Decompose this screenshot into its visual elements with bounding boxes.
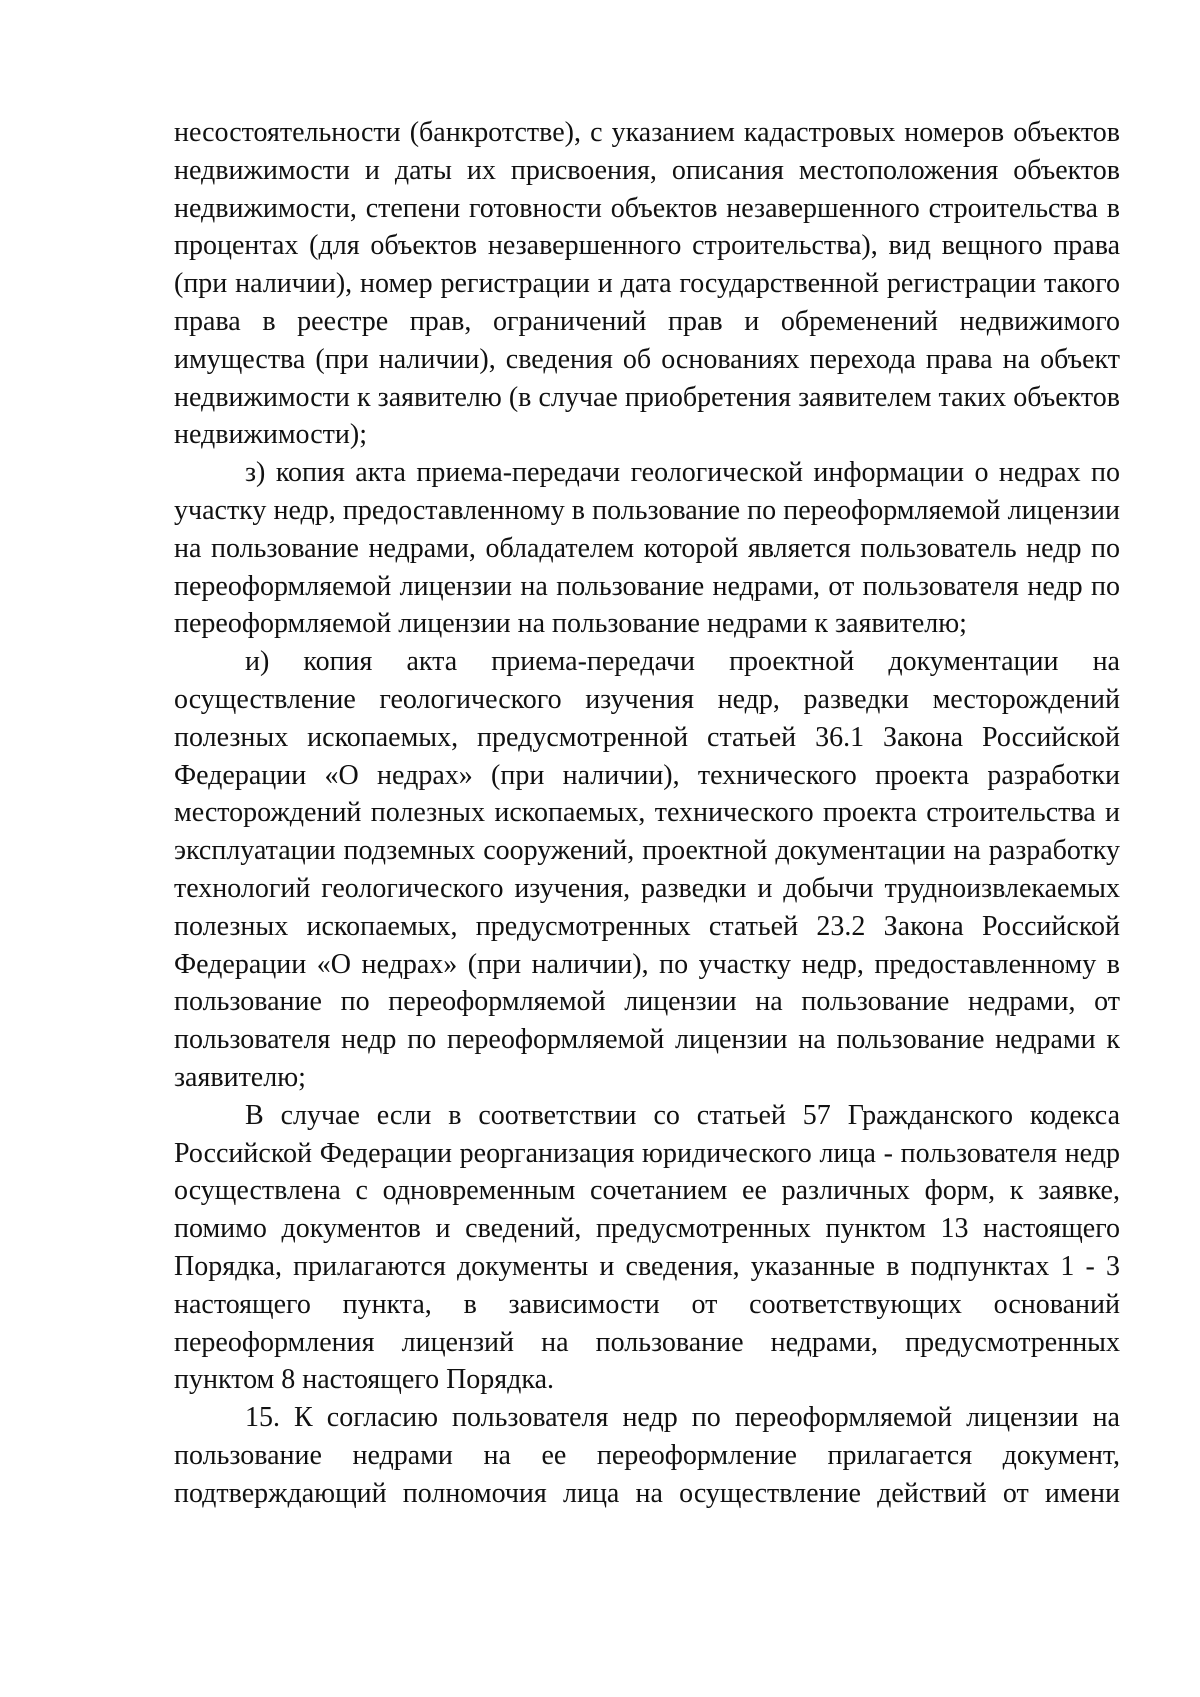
paragraph-reorganization: В случае если в соответствии со статьей 57 Гражданского кодекса Российской Федерации реорганизация юридического лица - пользователя недр осуществлена с одновременным сочетанием ее различных форм, к заявке, помимо документов и сведений, предусмотренных пунктом 13 настоящего Порядка, прилагаются документы и сведения, указанные в подпунктах 1 - 3 настоящего пункта, в зависимости от соответствующих оснований переоформления лицензий на пользование недрами, предусмотренных пунктом 8 настоящего Порядка. bbox=[174, 1099, 1120, 1396]
paragraph-item-15: 15. К согласию пользователя недр по переоформляемой лицензии на пользование недрами на ее переоформление прилагается документ, подтверждающий полномочия лица на осуществление действий от имени bbox=[174, 1402, 1120, 1509]
paragraph-item-z: з) копия акта приема-передачи геологической информации о недрах по участку недр, предоставленному в пользование по переоформляемой лицензии на пользование недрами, обладателем которой является пользователь недр по переоформляемой лицензии на пользование недрами, от пользователя недр по переоформляемой лицензии на пользование недрами к заявителю; bbox=[174, 457, 1120, 640]
paragraph-continuation: несостоятельности (банкротстве), с указанием кадастровых номеров объектов недвижимости и даты их присвоения, описания местоположения объектов недвижимости, степени готовности объектов незавершенного строительства в процентах (для объектов незавершенного строительства), вид вещного права (при наличии), номер регистрации и дата государственной регистрации такого права в реестре прав, ограничений прав и обременений недвижимого имущества (при наличии), сведения об основаниях перехода права на объект недвижимости к заявителю (в случае приобретения заявителем таких объектов недвижимости); bbox=[174, 117, 1120, 451]
document-page bbox=[174, 114, 1120, 1512]
paragraph-item-i: и) копия акта приема-передачи проектной документации на осуществление геологического изучения недр, разведки месторождений полезных ископаемых, предусмотренной статьей 36.1 Закона Российской Федерации «О недрах» (при наличии), технического проекта разработки месторождений полезных ископаемых, технического проекта строительства и эксплуатации подземных сооружений, проектной документации на разработку технологий геологического изучения, разведки и добычи трудноизвлекаемых полезных ископаемых, предусмотренных статьей 23.2 Закона Российской Федерации «О недрах» (при наличии), по участку недр, предоставленному в пользование по переоформляемой лицензии на пользование недрами, от пользователя недр по переоформляемой лицензии на пользование недрами к заявителю; bbox=[174, 646, 1120, 1093]
